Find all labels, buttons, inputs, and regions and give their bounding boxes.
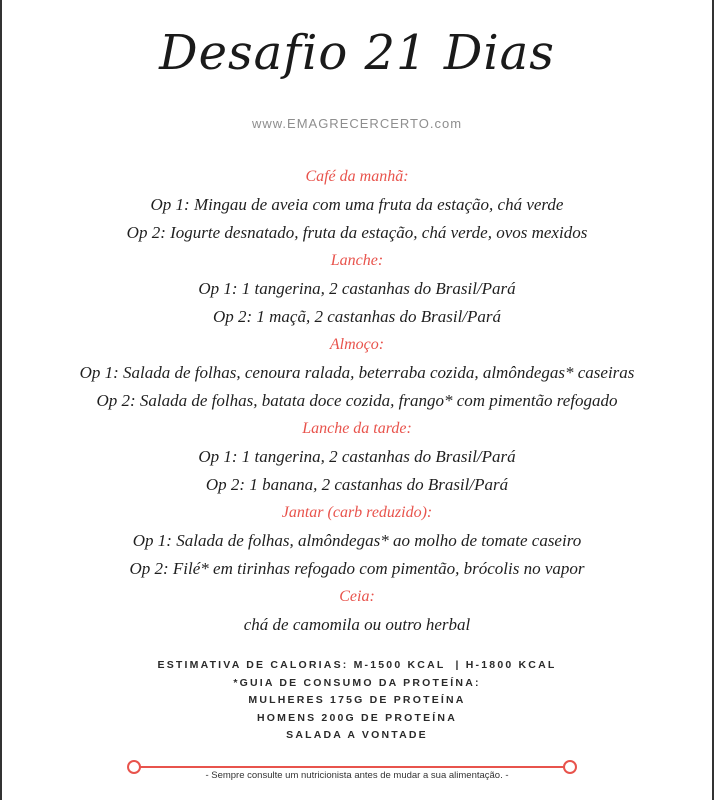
breakfast-heading: Café da manhã: bbox=[305, 168, 409, 185]
disclaimer-footer: - Sempre consulte um nutricionista antes de mudar a sua alimentação. - bbox=[205, 770, 509, 781]
lunch-option-2: Op 2: Salada de folhas, batata doce cozida, frango* com pimentão refogado bbox=[96, 391, 618, 410]
breakfast-option-1: Op 1: Mingau de aveia com uma fruta da estação, chá verde bbox=[150, 195, 564, 214]
afternoon-snack-option-1: Op 1: 1 tangerina, 2 castanhas do Brasil/Pará bbox=[198, 447, 516, 466]
nutrition-notes bbox=[2, 657, 712, 745]
dinner-heading: Jantar (carb reduzido): bbox=[281, 504, 433, 521]
salad-note: SALADA A VONTADE bbox=[286, 729, 428, 741]
website-url[interactable]: www.EMAGRECERCERTO.com bbox=[251, 116, 463, 131]
afternoon-snack-heading: Lanche da tarde: bbox=[302, 420, 412, 437]
snack-option-1: Op 1: 1 tangerina, 2 castanhas do Brasil/Pará bbox=[198, 279, 516, 298]
dinner-option-1: Op 1: Salada de folhas, almôndegas* ao molho de tomate caseiro bbox=[132, 531, 582, 550]
lunch-option-1: Op 1: Salada de folhas, cenoura ralada, beterraba cozida, almôndegas* caseiras bbox=[79, 363, 635, 382]
supper-heading: Ceia: bbox=[339, 588, 375, 605]
lunch-heading: Almoço: bbox=[329, 336, 385, 353]
calorie-estimate: ESTIMATIVA DE CALORIAS: M-1500 KCAL | H-1800 KCAL bbox=[157, 659, 557, 671]
protein-guide-title: *GUIA DE CONSUMO DA PROTEÍNA: bbox=[233, 676, 481, 689]
snack-option-2: Op 2: 1 maçã, 2 castanhas do Brasil/Pará bbox=[212, 307, 502, 326]
page-title: Desafio 21 Dias bbox=[159, 25, 555, 81]
breakfast-option-2: Op 2: Iogurte desnatado, fruta da estação, chá verde, ovos mexidos bbox=[126, 223, 588, 242]
supper-item: chá de camomila ou outro herbal bbox=[243, 615, 471, 634]
snack-heading: Lanche: bbox=[330, 252, 384, 269]
protein-men: HOMENS 200G DE PROTEÍNA bbox=[257, 711, 457, 724]
dinner-option-2: Op 2: Filé* em tirinhas refogado com pimentão, brócolis no vapor bbox=[129, 559, 585, 578]
divider-line bbox=[137, 766, 567, 768]
protein-women: MULHERES 175G DE PROTEÍNA bbox=[248, 694, 466, 706]
meal-menu bbox=[2, 163, 712, 639]
afternoon-snack-option-2: Op 2: 1 banana, 2 castanhas do Brasil/Pará bbox=[205, 475, 509, 494]
